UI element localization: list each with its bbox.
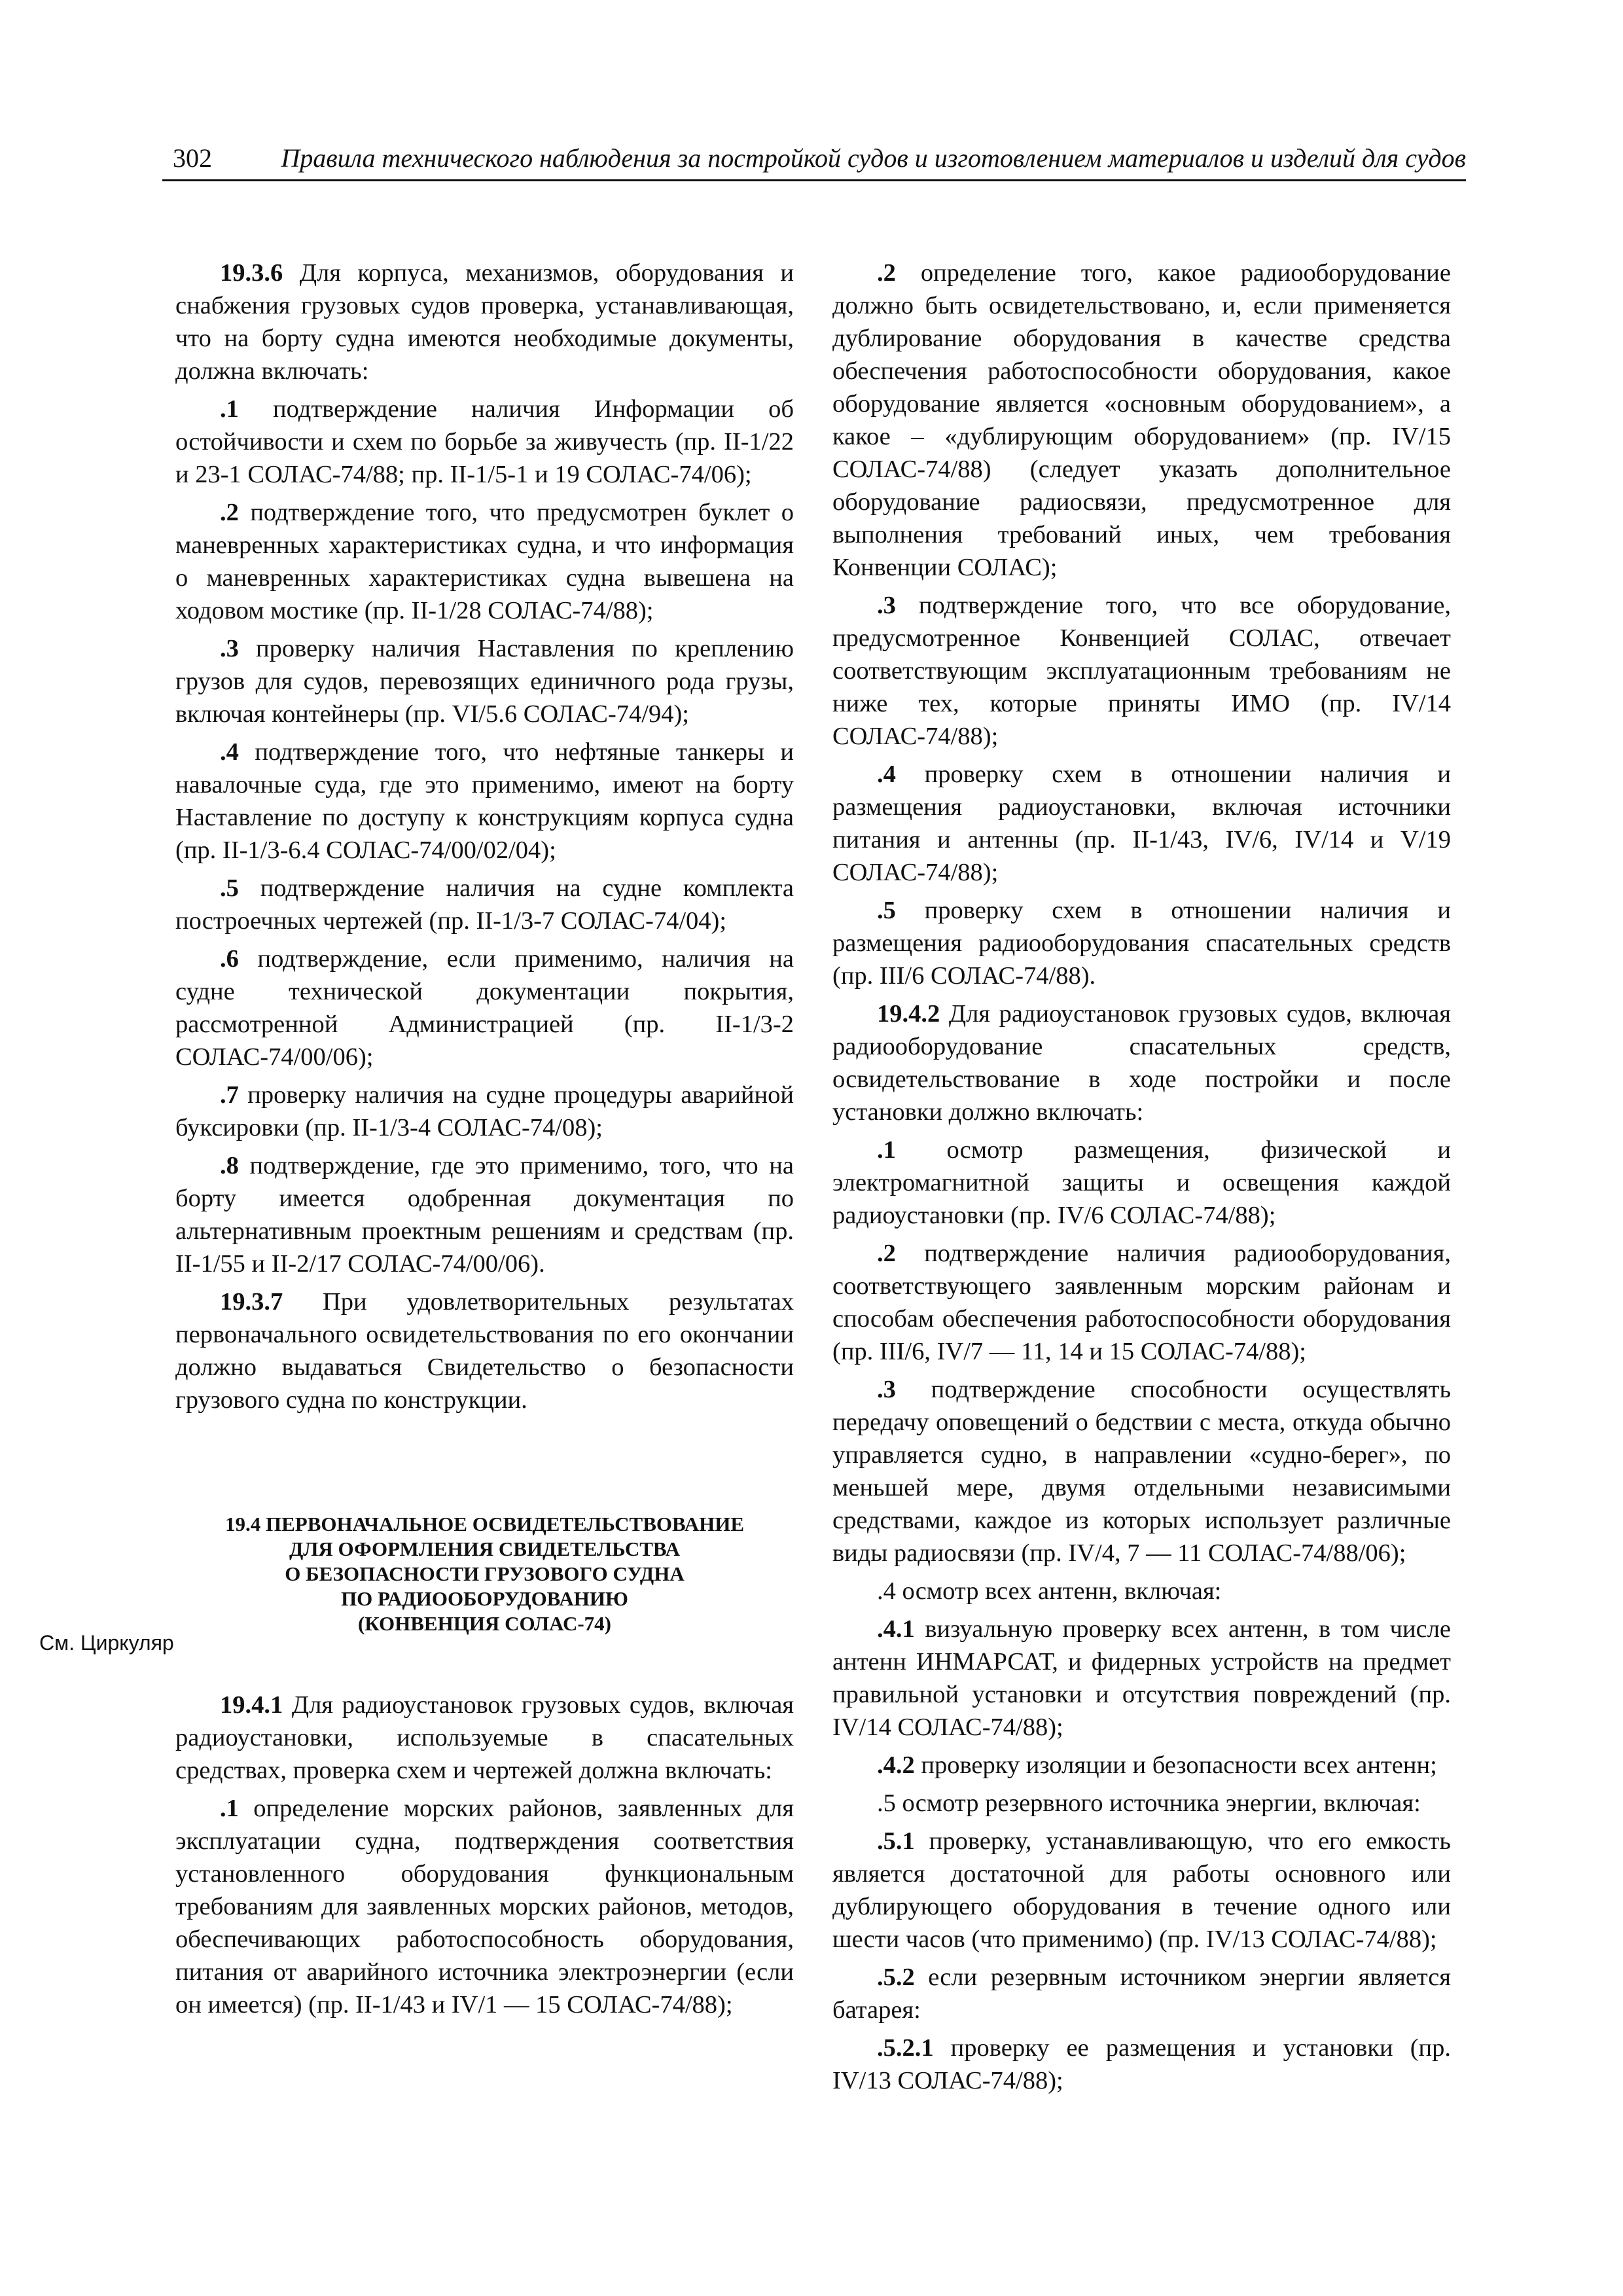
spacer [175, 1422, 794, 1512]
paragraph: .5.1 проверку, устанавливающую, что его емкость является достаточной для работы основного или дублирующего оборудования в течение одного или шести часов (что применимо) (пр. IV/13 СОЛАС-74/88); [832, 1827, 1451, 1953]
running-title: Правила технического наблюдения за постройкой судов и изготовлением материалов и изделий для судов [281, 143, 1466, 173]
paragraph: 19.3.7 При удовлетворительных результатах первоначального освидетельствования по его окончании должно выдаваться Свидетельство о безопасности грузового судна по конструкции. [175, 1288, 794, 1414]
margin-note: См. Циркуляр [39, 1631, 174, 1655]
paragraph: .4 проверку схем в отношении наличия и размещения радиоустановки, включая источники питания и антенны (пр. II-1/43, IV/6, IV/14 и V/19 СОЛАС-74/88); [832, 761, 1451, 886]
paragraph: .5.2.1 проверку ее размещения и установки (пр. IV/13 СОЛАС-74/88); [832, 2034, 1451, 2094]
paragraph: .3 подтверждение способности осуществлять передачу оповещений о бедствии с места, откуда обычно управляется судно, в направлении «судно-берег», по меньшей мере, двумя отдельными независимыми средствами, каждое из которых использует различные виды радиосвязи (пр. IV/4, 7 — 11 СОЛАС-74/88/06); [832, 1376, 1451, 1567]
paragraph: .3 подтверждение того, что все оборудование, предусмотренное Конвенцией СОЛАС, отвечает соответствующим эксплуатационным требованиям не ниже тех, которые приняты ИМО (пр. IV/14 СОЛАС-74/88); [832, 592, 1451, 750]
paragraph: .5 подтверждение наличия на судне комплекта построечных чертежей (пр. II-1/3-7 СОЛАС-74/04); [175, 874, 794, 935]
paragraph: .7 проверку наличия на судне процедуры аварийной буксировки (пр. II-1/3-4 СОЛАС-74/08); [175, 1081, 794, 1141]
paragraph: .5.2 если резервным источником энергии является батарея: [832, 1964, 1451, 2024]
paragraph: 19.4.1 Для радиоустановок грузовых судов, включая радиоустановки, используемые в спасательных средствах, проверка схем и чертежей должна включать: [175, 1691, 794, 1784]
left-column [175, 257, 794, 2026]
paragraph: .4 осмотр всех антенн, включая: [877, 1577, 1222, 1605]
paragraph: .4.2 проверку изоляции и безопасности всех антенн; [877, 1751, 1437, 1779]
paragraph: .1 определение морских районов, заявленных для эксплуатации судна, подтверждения соответствия установленного оборудования функциональным требованиям для заявленных морских районов, методов, обеспечивающих работоспособность оборудования, питания от аварийного источника электроэнергии (если он имеется) (пр. II-1/43 и IV/1 — 15 СОЛАС-74/88); [175, 1795, 794, 2018]
paragraph: .5 проверку схем в отношении наличия и размещения радиооборудования спасательных средств (пр. III/6 СОЛАС-74/88). [832, 897, 1451, 990]
paragraph: 19.4.2 Для радиоустановок грузовых судов, включая радиооборудование спасательных средств, освидетельствование в ходе постройки и после установки должно включать: [832, 1000, 1451, 1126]
page-header [162, 140, 1466, 181]
page-number: 302 [173, 143, 212, 173]
paragraph: .8 подтверждение, где это применимо, того, что на борту имеется одобренная документация по альтернативным проектным решениям и средствам (пр. II-1/55 и II-2/17 СОЛАС-74/00/06). [175, 1152, 794, 1278]
paragraph: .1 подтверждение наличия Информации об остойчивости и схем по борьбе за живучесть (пр. II-1/22 и 23-1 СОЛАС-74/88; пр. II-1/5-1 и 19 СОЛАС-74/06); [175, 395, 794, 488]
paragraph: .4 подтверждение того, что нефтяные танкеры и навалочные суда, где это применимо, имеют на борту Наставление по доступу к конструкциям корпуса судна (пр. II-1/3-6.4 СОЛАС-74/00/02/04); [175, 738, 794, 864]
paragraph: .2 подтверждение наличия радиооборудования, соответствующего заявленным морским районам и способам обеспечения работоспособности оборудования (пр. III/6, IV/7 — 11, 14 и 15 СОЛАС-74/88); [832, 1240, 1451, 1365]
paragraph: 19.3.6 Для корпуса, механизмов, оборудования и снабжения грузовых судов проверка, устанавливающая, что на борту судна имеются необходимые документы, должна включать: [175, 259, 794, 385]
spacer [175, 1636, 794, 1689]
paragraph: .4.1 визуальную проверку всех антенн, в том числе антенн ИНМАРСАТ, и фидерных устройств на предмет правильной установки и отсутствия повреждений (пр. IV/14 СОЛАС-74/88); [832, 1615, 1451, 1741]
paragraph: .1 осмотр размещения, физической и электромагнитной защиты и освещения каждой радиоустановки (пр. IV/6 СОЛАС-74/88); [832, 1136, 1451, 1229]
right-column [832, 257, 1451, 2102]
section-heading: 19.4 ПЕРВОНАЧАЛЬНОЕ ОСВИДЕТЕЛЬСТВОВАНИЕ ДЛЯ ОФОРМЛЕНИЯ СВИДЕТЕЛЬСТВА О БЕЗОПАСНОСТИ ГРУЗОВОГО СУДНА ПО РАДИООБОРУДОВАНИЮ (КОНВЕНЦИЯ СОЛАС-74) [225, 1513, 744, 1635]
paragraph: .6 подтверждение, если применимо, наличия на судне технической документации покрытия, рассмотренной Администрацией (пр. II-1/3-2 СОЛАС-74/00/06); [175, 945, 794, 1071]
paragraph: .3 проверку наличия Наставления по креплению грузов для судов, перевозящих единичного рода грузы, включая контейнеры (пр. VI/5.6 СОЛАС-74/94); [175, 635, 794, 728]
paragraph: .5 осмотр резервного источника энергии, включая: [877, 1789, 1421, 1817]
paragraph: .2 определение того, какое радиооборудование должно быть освидетельствовано, и, если применяется дублирование оборудования в качестве средства обеспечения работоспособности оборудования, какое оборудование является «основным оборудованием», а какое – «дублирующим оборудованием» (пр. IV/15 СОЛАС-74/88) (следует указать дополнительное оборудование радиосвязи, предусмотренное для выполнения требований иных, чем требования Конвенции СОЛАС); [832, 259, 1451, 581]
paragraph: .2 подтверждение того, что предусмотрен буклет о маневренных характеристиках судна, и что информация о маневренных характеристиках судна вывешена на ходовом мостике (пр. II-1/28 СОЛАС-74/88); [175, 499, 794, 624]
